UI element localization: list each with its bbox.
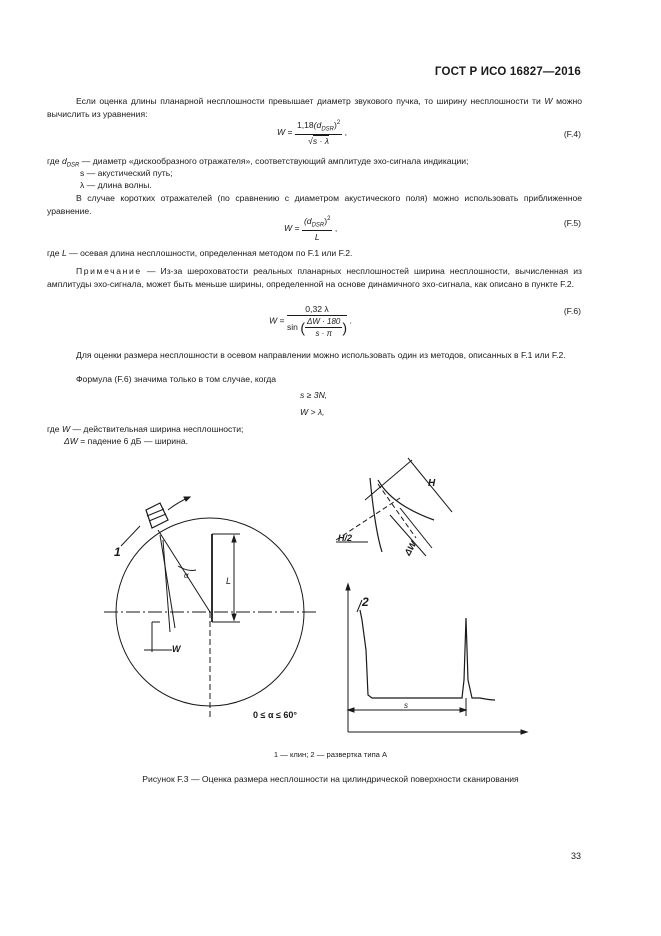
note-text: — Из-за шероховатости реальных планарных несплошностей ширина несплошности, вычисленная из амплитуды эхо-сигнала, может быть меньше ширины, определенной на основе динамичного эхо-сигнала, как описано в пункте F.2. xyxy=(47,266,583,289)
equation-f5: W = $\frac{(d_{DSR})^2}{L}$ , xyxy=(284,216,338,242)
l-arrow-top xyxy=(232,536,236,542)
inset-curve-right xyxy=(378,480,434,520)
paragraph-1-cont-post: можно вычислить из уравнения: xyxy=(47,96,583,119)
label-1-leader xyxy=(121,526,140,546)
eq4-lhs: W xyxy=(277,127,286,138)
label-h: H xyxy=(428,478,436,489)
ascan-y-arrow xyxy=(346,584,350,590)
paragraph-2: В случае коротких отражателей (по сравнению с диаметром акустического поля) можно использовать приближенное уравнение. xyxy=(47,193,582,216)
ascan-trace xyxy=(360,610,495,700)
condition-1: s ≥ 3N, xyxy=(300,390,328,400)
eq6-fraction: 0,32 λ sin ( $\frac{\Delta W \cdot 180}{s \cdot \pi}$ ) xyxy=(286,304,348,338)
rotation-arrow-head xyxy=(184,497,190,501)
beam-line-1 xyxy=(160,535,175,628)
eq5-fraction: $\frac{(d_{DSR})^2}{L}$ xyxy=(303,216,331,242)
document-header: ГОСТ Р ИСО 16827—2016 xyxy=(434,66,581,78)
page-number: 33 xyxy=(570,851,581,861)
label-h2: H/2 xyxy=(338,533,353,543)
figure-caption: Рисунок F.3 — Оценка размера несплошности на цилиндрической поверхности сканирования xyxy=(142,774,519,784)
label-dw: ΔW xyxy=(402,539,419,558)
beam-line-2 xyxy=(163,540,170,632)
angle-range: 0 ≤ α ≤ 60° xyxy=(253,710,298,720)
label-alpha: α xyxy=(184,571,189,580)
eq4-equals: = xyxy=(287,127,293,138)
eq4-tail: , xyxy=(344,127,347,138)
label-w: W xyxy=(172,644,181,654)
label-1: 1 xyxy=(114,545,121,559)
paragraph-1-var: W xyxy=(544,96,553,106)
paragraph-1-text: Если оценка длины планарной несплошности превышает диаметр звукового пучка, то ширину несплошности xyxy=(76,96,529,106)
label-2: 2 xyxy=(362,595,369,609)
eq4-number: (F.4) xyxy=(563,129,581,139)
inset-curve-left xyxy=(370,478,382,552)
eq4-numerator: $1,18(d_{DSR})^2$ xyxy=(296,120,341,133)
paragraph-4: Формула (F.6) значима только в том случае, когда xyxy=(76,374,277,384)
figure-legend: 1 — клин; 2 — развертка типа A xyxy=(273,750,388,759)
eq6-number: (F.6) xyxy=(563,306,581,316)
label-s: s xyxy=(404,701,408,710)
note-label: Примечание xyxy=(76,266,142,276)
where-lambda: λ — длина волны. xyxy=(80,180,152,190)
eq5-number: (F.5) xyxy=(563,218,581,228)
where-dw: ΔW = падение 6 дБ — ширина. xyxy=(64,436,189,446)
inset-dw-2 xyxy=(400,508,432,548)
l-arrow-bottom xyxy=(232,614,236,620)
eq4-denominator: √s · λ xyxy=(308,135,330,146)
where-dsr: где $d_{DSR}$ — диаметр «дискообразного отражателя», соответствующий амплитуде эхо-сигнала индикации; xyxy=(47,156,469,169)
where-l: где L — осевая длина несплошности, определенная методом по F.1 или F.2. xyxy=(47,248,353,258)
where-w: где W — действительная ширина несплошности; xyxy=(47,424,244,434)
paragraph-1-cont-pre: ти xyxy=(532,96,541,106)
condition-2: W > λ, xyxy=(300,407,325,417)
paragraph-3: Для оценки размера несплошности в осевом направлении можно использовать один из методов, описанных в F.1 или F.2. xyxy=(76,350,566,360)
equation-f6: W = 0,32 λ sin ( $\frac{\Delta W \cdot 180}{s \cdot \pi}$ ) . xyxy=(269,304,352,338)
inset-dashed-2 xyxy=(378,484,416,538)
where-s: s — акустический путь; xyxy=(80,168,173,178)
ascan-x-arrow xyxy=(521,730,527,734)
label-l: L xyxy=(226,576,232,586)
